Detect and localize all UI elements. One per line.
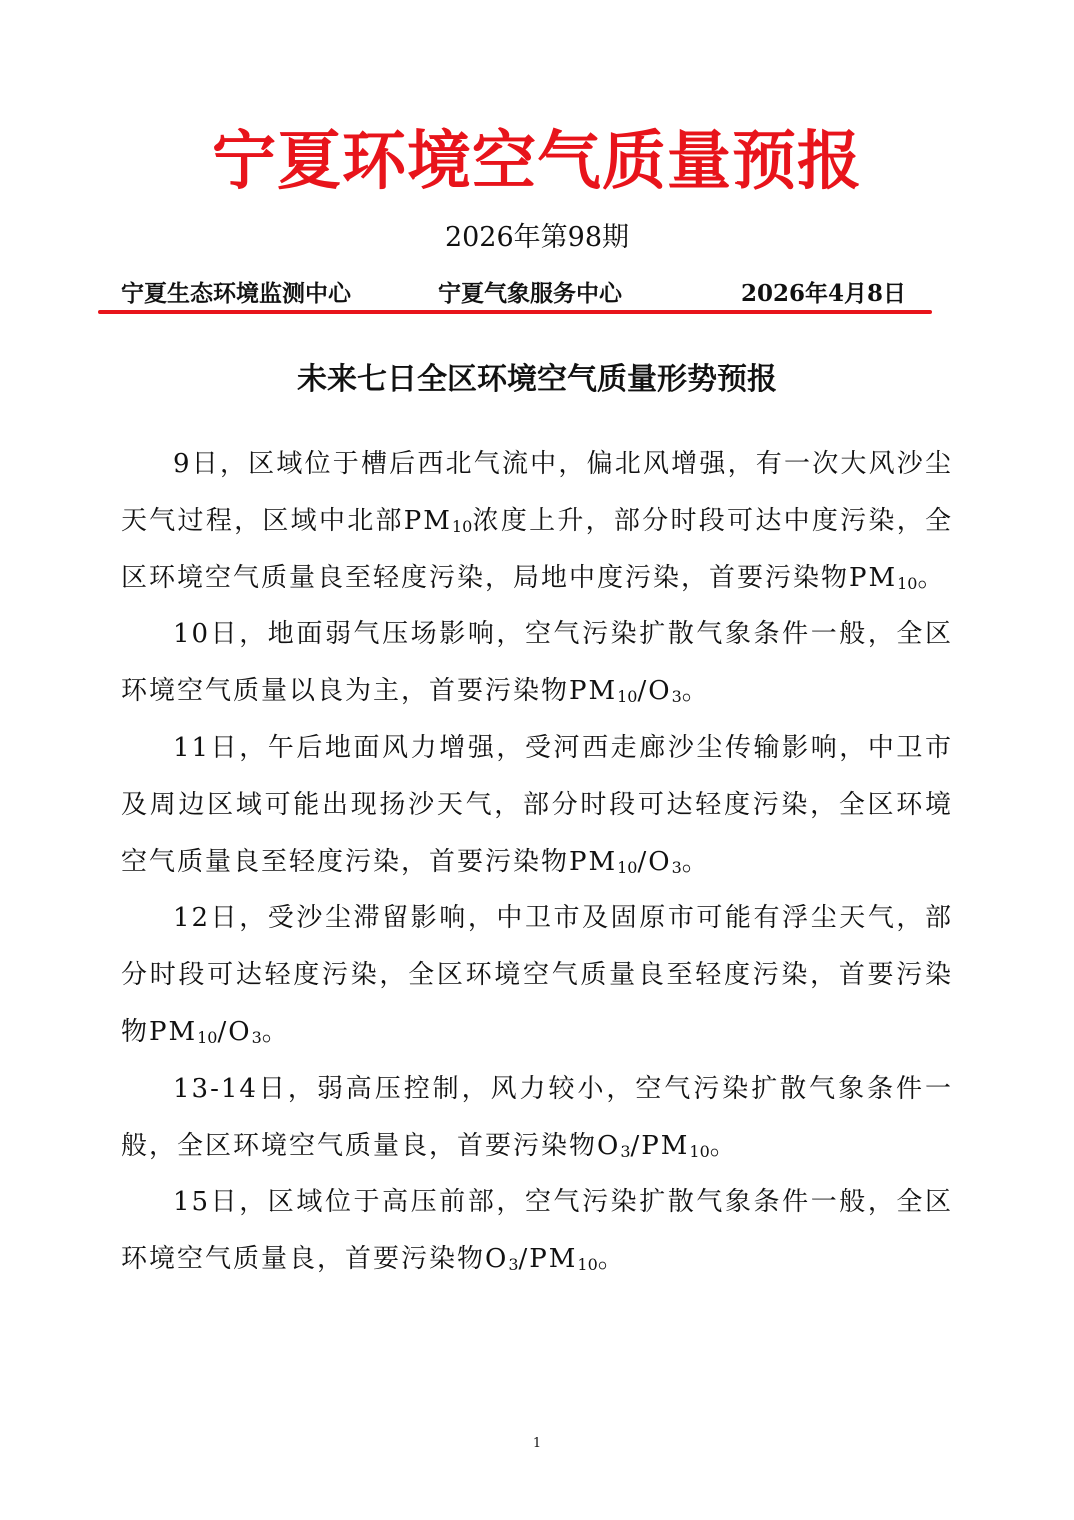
- forecast-paragraph: 13-14日，弱高压控制，风力较小，空气污染扩散气象条件一般，全区环境空气质量良，首要污染物$O_3/PM_{10}$。: [121, 1073, 953, 1161]
- issuer-monitoring-center: 宁夏生态环境监测中心: [121, 280, 351, 307]
- subscript: 10: [689, 1141, 710, 1161]
- subscript: 3: [671, 687, 682, 707]
- forecast-paragraph: 9日，区域位于槽后西北气流中，偏北风增强，有一次大风沙尘天气过程，区域中北部$PM_{10}$浓度上升，部分时段可达中度污染，全区环境空气质量良至轻度污染，局地中度污染，首要污染物$PM_{10}$。: [121, 449, 953, 593]
- forecast-paragraph: 15日，区域位于高压前部，空气污染扩散气象条件一般，全区环境空气质量良，首要污染物$O_3/PM_{10}$。: [121, 1187, 953, 1275]
- red-divider-rule: [98, 310, 932, 314]
- subscript: 3: [251, 1027, 262, 1047]
- forecast-paragraph: 11日，午后地面风力增强，受河西走廊沙尘传输影响，中卫市及周边区域可能出现扬沙天气，部分时段可达轻度污染，全区环境空气质量良至轻度污染，首要污染物$PM_{10}/O_3$。: [121, 732, 953, 877]
- forecast-headline: 未来七日全区环境空气质量形势预报: [297, 362, 777, 397]
- forecast-paragraph: 12日，受沙尘滞留影响，中卫市及固原市可能有浮尘天气，部分时段可达轻度污染，全区环境空气质量良至轻度污染，首要污染物$PM_{10}/O_3$。: [121, 903, 953, 1047]
- issuer-meteorological-center: 宁夏气象服务中心: [438, 280, 622, 307]
- page-number: 1: [532, 1436, 542, 1451]
- forecast-body: [121, 436, 953, 1288]
- subscript: 3: [671, 857, 682, 877]
- issuer-row: [121, 278, 921, 310]
- subscript: 10: [577, 1255, 598, 1275]
- subscript: 10: [197, 1027, 218, 1047]
- subscript: 10: [897, 573, 918, 593]
- subscript: 10: [617, 857, 638, 877]
- subscript: 10: [451, 516, 473, 536]
- subscript: 3: [620, 1141, 631, 1161]
- masthead-title: 宁夏环境空气质量预报: [212, 125, 862, 199]
- forecast-paragraph: 10日，地面弱气压场影响，空气污染扩散气象条件一般，全区环境空气质量以良为主，首要污染物$PM_{10}/O_3$。: [121, 619, 953, 707]
- issue-date: 2026年4月8日: [741, 280, 907, 307]
- subscript: 3: [508, 1255, 519, 1275]
- issue-number: 2026年第98期: [444, 222, 630, 253]
- subscript: 10: [617, 687, 638, 707]
